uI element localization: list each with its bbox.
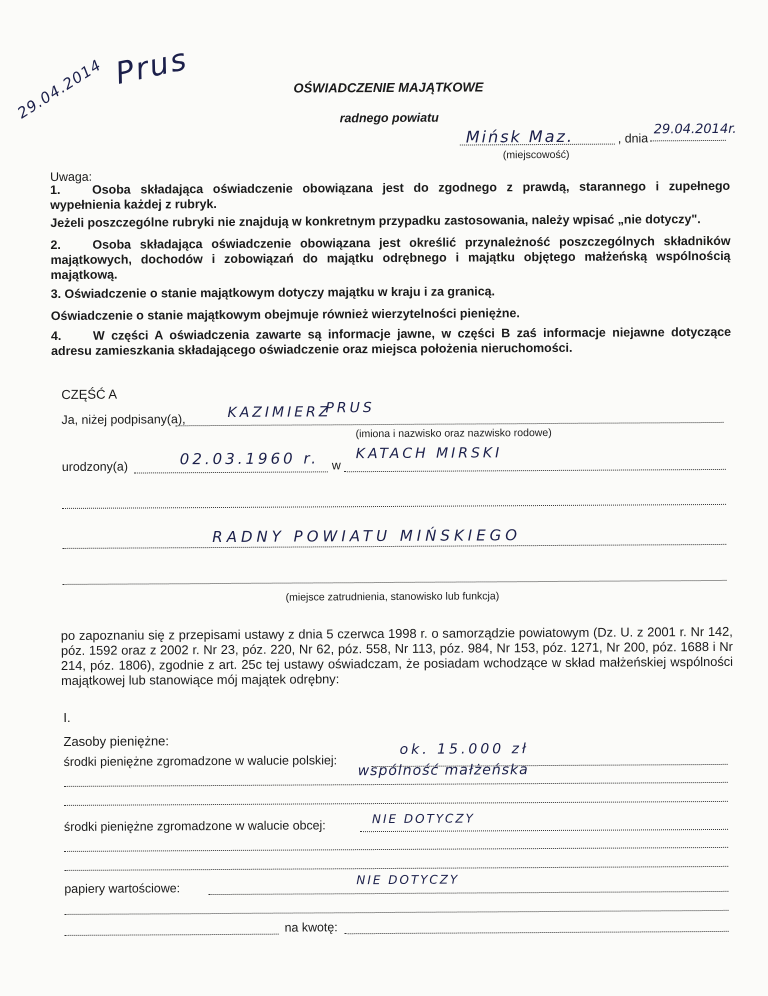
securities-value: NIE DOTYCZY xyxy=(356,872,460,888)
statement-text: po zapoznaniu się z przepisami ustawy z dnia 5 czerwca 1998 r. o samorządzie powiatowym (Dz. U. z 2001 r. Nr 142, póz. 1592 oraz z 2002 r. Nr 23, póz. 220, Nr 62, póz. 558, Nr 113, póz. 984, Nr 153, póz. 1271, Nr 200, póz. 1688 i Nr 214, póz. 1806), zgodnie z art. 25c tej ustawy oświadczam, że posiadam wchodzące w skład małżeńskiej wspólności majątkowej lub stanowiące mój majątek odrębny: xyxy=(60,623,734,688)
section-i-number: I. xyxy=(63,709,71,725)
date-dotted-line xyxy=(650,140,726,141)
amount-dotted-line xyxy=(345,931,729,934)
note-4-number: 4. xyxy=(50,328,62,344)
foreign-value: NIE DOTYCZY xyxy=(371,811,475,827)
last-name-value: PRUS xyxy=(325,400,375,417)
document-subtitle: radnego powiatu xyxy=(339,110,439,126)
pln-label: środki pieniężne zgromadzone w walucie polskiej: xyxy=(63,753,338,769)
born-label: urodzony(a) xyxy=(61,459,128,474)
note-1-text: Osoba składająca oświadczenie obowiązana jest do zgodnego z prawdą, starannego i zupełnego wypełnienia każdej z rubryk. xyxy=(50,178,731,213)
pln-dotted-line-3 xyxy=(64,801,728,806)
handwritten-signature: Prus xyxy=(112,41,192,92)
note-1b: Jeżeli poszczególne rubryki nie znajdują w konkretnym przypadku zastosowania, należy wpisać „nie dotyczy". xyxy=(50,212,701,231)
document-title: OŚWIADCZENIE MAJĄTKOWE xyxy=(293,79,484,96)
pln-value: ok. 15.000 zł xyxy=(399,741,529,758)
birth-in-label: w xyxy=(331,458,341,473)
pln-dotted-line-2 xyxy=(64,782,728,787)
notes-heading: Uwaga: xyxy=(49,169,93,185)
place-caption: (miejscowość) xyxy=(502,148,570,162)
foreign-label: środki pieniężne zgromadzone w walucie obcej: xyxy=(63,818,326,834)
birth-place-dotted-line xyxy=(344,469,726,472)
note-1-number: 1. xyxy=(50,182,61,198)
note-2-number: 2. xyxy=(50,237,61,253)
securities-label: papiery wartościowe: xyxy=(64,881,181,896)
place-value: Mińsk Maz. xyxy=(465,126,575,147)
securities-dotted-line xyxy=(208,891,728,895)
securities-dotted-line-2 xyxy=(65,910,729,915)
name-dotted-line xyxy=(176,422,724,426)
position-caption: (miejsce zatrudnienia, stanowisko lub funkcja) xyxy=(285,590,500,604)
amount-label: na kwotę: xyxy=(284,920,338,935)
note-4 xyxy=(51,325,731,359)
handwritten-date-annotation: 29.04.2014 xyxy=(14,55,105,123)
name-caption: (imiona i nazwisko oraz nazwisko rodowe) xyxy=(355,426,552,441)
date-value: 29.04.2014r. xyxy=(653,121,737,138)
birth-date-dotted-line xyxy=(134,471,328,473)
note-4-text: W części A oświadczenia zawarte są informacje jawne, w części B zaś informacje niejawne dotyczące adresu zamieszkania składającego oświadczenie oraz miejsca położenia nieruchomości. xyxy=(51,324,732,359)
section-i-heading: Zasoby pieniężne: xyxy=(63,733,170,749)
blank-line-1 xyxy=(62,504,726,509)
position-value: RADNY POWIATU MIŃSKIEGO xyxy=(212,526,522,547)
note-3b: Oświadczenie o stanie majątkowym obejmuje również wierzytelności pieniężne. xyxy=(50,306,520,324)
foreign-dotted-line xyxy=(360,829,728,832)
note-1 xyxy=(50,179,730,213)
signed-label: Ja, niżej podpisany(a), xyxy=(61,412,186,427)
birth-place-value: KATACH MIRSKI xyxy=(355,445,503,463)
note-2 xyxy=(50,234,730,283)
foreign-dotted-line-3 xyxy=(64,866,728,871)
pln-value-ownership: wspólność małżeńska xyxy=(357,762,529,780)
foreign-dotted-line-2 xyxy=(64,847,728,852)
part-a-heading: CZĘŚĆ A xyxy=(61,386,118,402)
date-prefix: , dnia xyxy=(617,131,649,146)
first-name-value: KAZIMIERZ xyxy=(227,404,332,421)
birth-date-value: 02.03.1960 r. xyxy=(179,449,320,469)
amount-dotted-line-before xyxy=(65,934,279,936)
blank-line-2 xyxy=(63,580,727,585)
note-3: 3. Oświadczenie o stanie majątkowym dotyczy majątku w kraju i za granicą. xyxy=(50,284,495,302)
note-2-text: Osoba składająca oświadczenie obowiązana jest określić przynależność poszczególnych składników majątkowych, dochodów i zobowiązań do majątku odrębnego i majątku objętego małżeńską wspólnością majątkową. xyxy=(50,233,731,283)
